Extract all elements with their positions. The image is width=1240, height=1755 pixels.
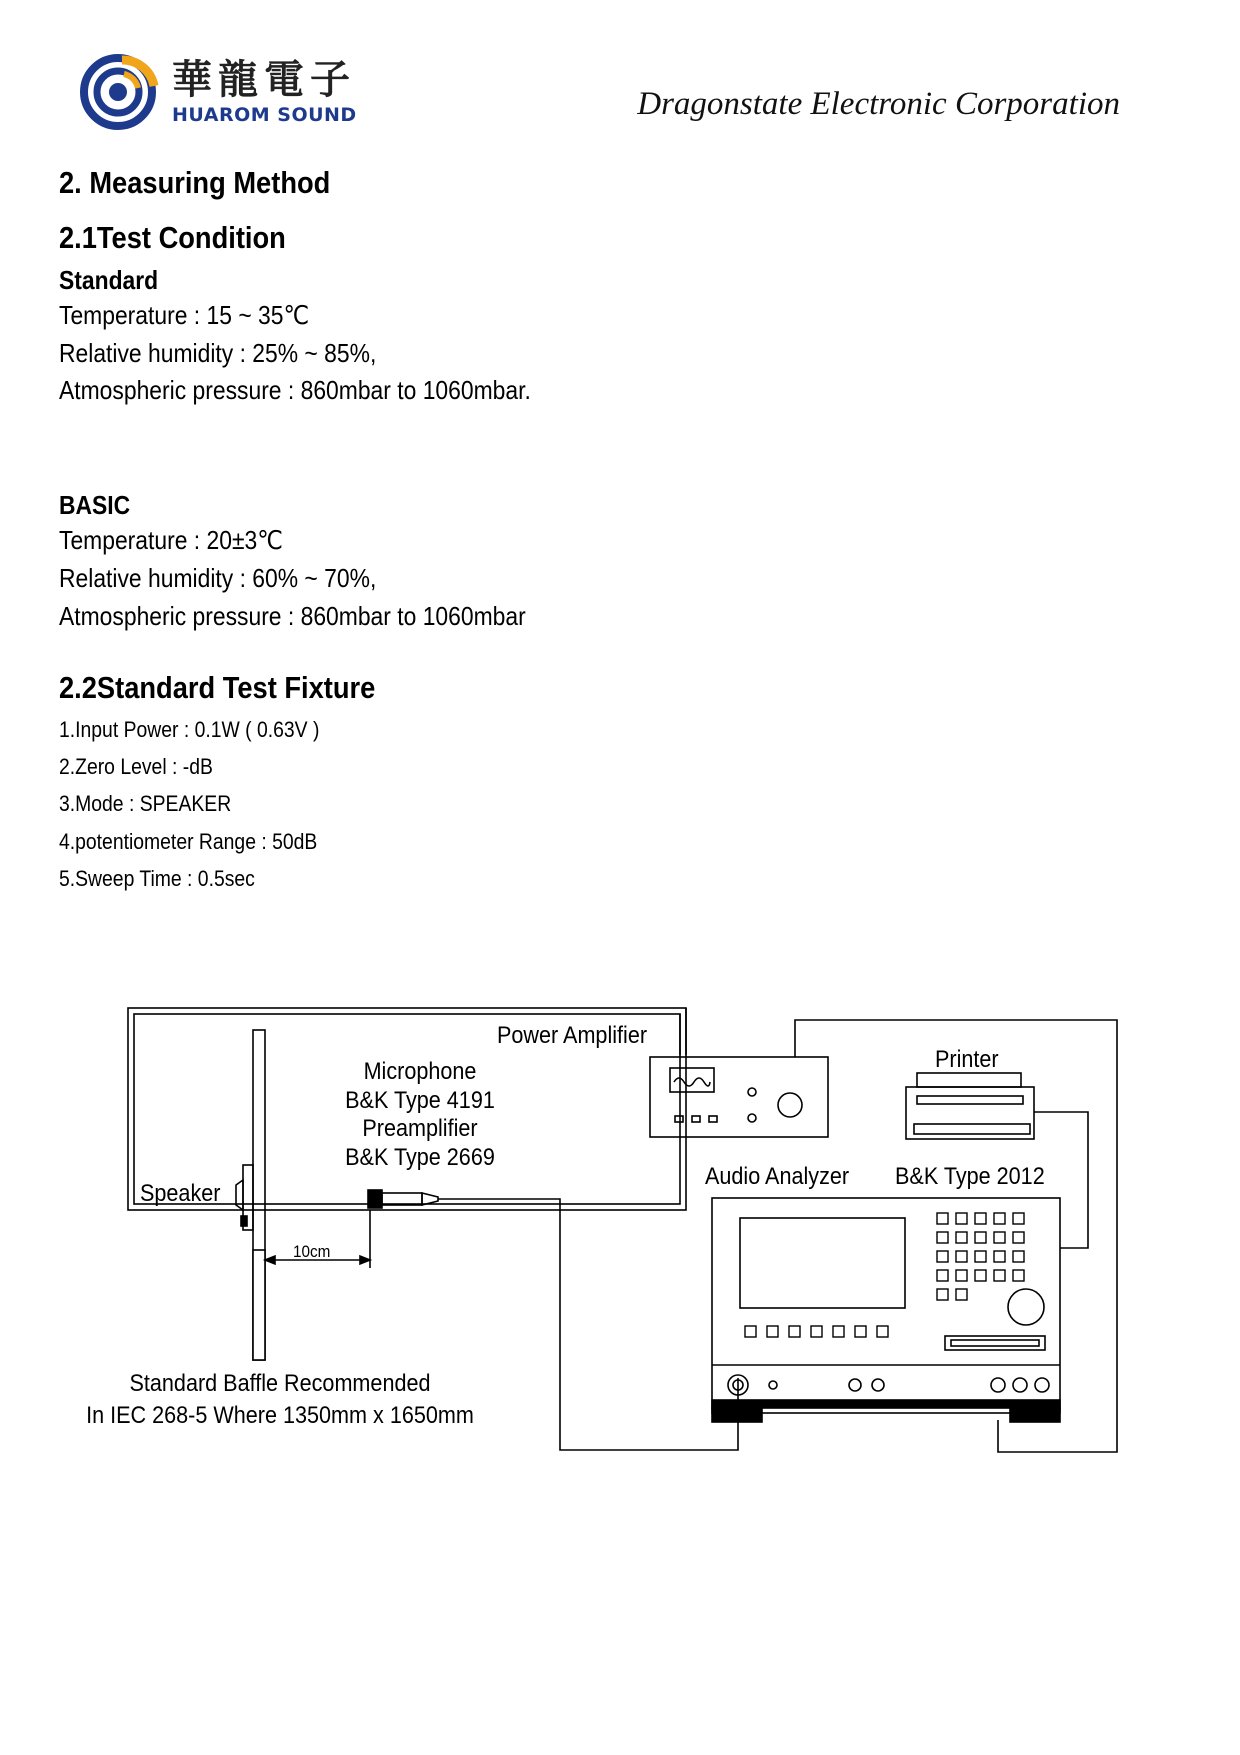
analyzer-foot-right (1010, 1408, 1060, 1422)
analyzer-key (1013, 1213, 1024, 1224)
microphone-tail (422, 1193, 438, 1205)
logo-swirl-icon (80, 52, 160, 132)
analyzer-key (994, 1232, 1005, 1243)
logo-chinese-text: 華龍電子 (172, 56, 356, 103)
standard-temperature: Temperature : 15 ~ 35℃ (59, 300, 310, 330)
printer-cable (1034, 1112, 1088, 1248)
amp-button (692, 1116, 700, 1122)
printer-tray (914, 1124, 1030, 1134)
analyzer-jack (1035, 1378, 1049, 1392)
standard-label: Standard (59, 265, 159, 295)
speaker-body (243, 1165, 253, 1230)
analyzer-key (975, 1251, 986, 1262)
basic-pressure: Atmospheric pressure : 860mbar to 1060mbar (59, 601, 526, 631)
fixture-item: 5.Sweep Time : 0.5sec (59, 866, 255, 891)
printer-top (917, 1073, 1021, 1087)
analyzer-softkey (877, 1326, 888, 1337)
basic-temperature: Temperature : 20±3℃ (59, 525, 283, 555)
analyzer-jack (1013, 1378, 1027, 1392)
analyzer-jack (849, 1379, 861, 1391)
basic-humidity: Relative humidity : 60% ~ 70%, (59, 563, 377, 593)
analyzer-key (994, 1251, 1005, 1262)
amp-indicator (748, 1088, 756, 1096)
analyzer-key (1013, 1251, 1024, 1262)
baffle-lower (253, 1250, 265, 1360)
analyzer-key (956, 1232, 967, 1243)
amp-analyzer-cable (795, 1020, 1117, 1452)
section-title: 2. Measuring Method (59, 165, 331, 200)
analyzer-jack (991, 1378, 1005, 1392)
fixture-item: 1.Input Power : 0.1W ( 0.63V ) (59, 717, 320, 742)
microphone-cable (438, 1199, 738, 1450)
microphone-body (382, 1193, 422, 1205)
analyzer-knob (1008, 1289, 1044, 1325)
standard-pressure: Atmospheric pressure : 860mbar to 1060mbar. (59, 375, 531, 405)
analyzer-tape-slot (945, 1336, 1045, 1350)
analyzer-key (937, 1270, 948, 1281)
logo-english-text: HUAROM SOUND (172, 104, 357, 126)
baffle-label: Standard Baffle Recommended (129, 1370, 431, 1397)
analyzer-input-jack (728, 1375, 748, 1395)
microphone-head (368, 1190, 382, 1208)
amp-scope-screen (670, 1068, 714, 1092)
distance-label: 10cm (293, 1242, 331, 1261)
analyzer-key (994, 1270, 1005, 1281)
basic-label: BASIC (59, 490, 131, 520)
analyzer-small-jack (769, 1381, 777, 1389)
analyzer-key (956, 1251, 967, 1262)
analyzer-softkeys (745, 1326, 888, 1337)
fixture-title: 2.2Standard Test Fixture (59, 670, 376, 705)
amp-indicator-2 (748, 1114, 756, 1122)
microphone-label: Microphone (363, 1058, 477, 1085)
analyzer-key (937, 1213, 948, 1224)
fixture-item: 4.potentiometer Range : 50dB (59, 829, 318, 854)
printer-slot (917, 1096, 1023, 1104)
speaker-terminal (241, 1216, 247, 1226)
analyzer-key (956, 1213, 967, 1224)
fixture-item: 2.Zero Level : -dB (59, 754, 213, 779)
analyzer-tape-slot-inner (951, 1340, 1039, 1346)
analyzer-softkey (811, 1326, 822, 1337)
analyzer-model-label: B&K Type 2012 (895, 1163, 1045, 1190)
printer-body (906, 1087, 1034, 1139)
page-header (0, 0, 1240, 150)
analyzer-keypad (937, 1213, 1024, 1300)
company-name: Dragonstate Electronic Corporation (637, 86, 1120, 122)
speaker-label: Speaker (140, 1180, 221, 1207)
analyzer-key (956, 1270, 967, 1281)
distance-arrow-left (265, 1256, 275, 1264)
analyzer-key (1013, 1270, 1024, 1281)
analyzer-softkey (767, 1326, 778, 1337)
power-amplifier-box (650, 1057, 828, 1137)
amp-button (675, 1116, 683, 1122)
analyzer-jack (872, 1379, 884, 1391)
analyzer-softkey (855, 1326, 866, 1337)
analyzer-softkey (789, 1326, 800, 1337)
analyzer-base (712, 1400, 1060, 1408)
analyzer-key (975, 1213, 986, 1224)
amp-button (709, 1116, 717, 1122)
speaker-cone (236, 1180, 243, 1210)
preamplifier-model-label: B&K Type 2669 (345, 1144, 495, 1171)
baffle-upper (253, 1030, 265, 1360)
preamplifier-label: Preamplifier (362, 1115, 478, 1142)
analyzer-key (994, 1213, 1005, 1224)
analyzer-key (956, 1289, 967, 1300)
analyzer-softkey (745, 1326, 756, 1337)
power-amplifier-label: Power Amplifier (497, 1022, 648, 1049)
audio-analyzer-box (712, 1198, 1060, 1413)
microphone-model-label: B&K Type 4191 (345, 1087, 495, 1114)
fixture-item: 3.Mode : SPEAKER (59, 791, 232, 816)
analyzer-key (937, 1289, 948, 1300)
test-condition-title: 2.1Test Condition (59, 220, 286, 255)
analyzer-key (937, 1232, 948, 1243)
analyzer-input-jack-inner (733, 1380, 743, 1390)
analyzer-foot-left (712, 1408, 762, 1422)
analyzer-screen (740, 1218, 905, 1308)
amp-knob (778, 1093, 802, 1117)
amp-scope-wave (674, 1078, 710, 1086)
standard-humidity: Relative humidity : 25% ~ 85%, (59, 338, 377, 368)
speaker-amp-cable-outer (128, 1008, 686, 1210)
analyzer-key (975, 1232, 986, 1243)
distance-arrow-right (360, 1256, 370, 1264)
analyzer-key (1013, 1232, 1024, 1243)
company-logo (80, 52, 390, 132)
speaker-amp-cable-inner (134, 1014, 680, 1204)
baffle-standard-label: In IEC 268-5 Where 1350mm x 1650mm (86, 1402, 474, 1429)
printer-label: Printer (935, 1046, 999, 1073)
analyzer-key (975, 1270, 986, 1281)
analyzer-softkey (833, 1326, 844, 1337)
analyzer-key (937, 1251, 948, 1262)
audio-analyzer-label: Audio Analyzer (705, 1163, 850, 1190)
